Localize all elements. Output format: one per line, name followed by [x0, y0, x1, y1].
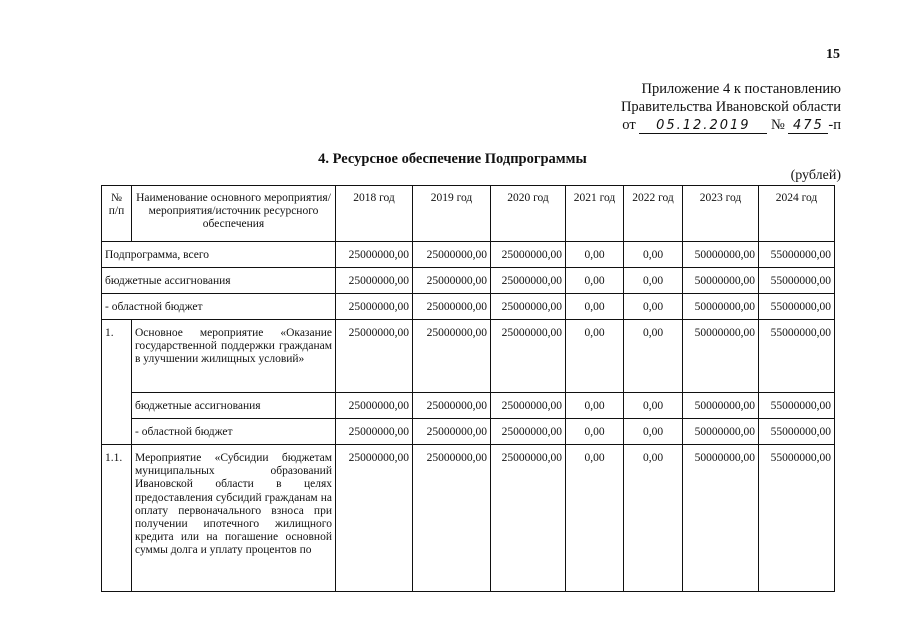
row-label: Основное мероприятие «Оказание государственной поддержки гражданам в улучшении жилищных условий»: [132, 320, 336, 393]
value-cell: 25000000,00: [491, 419, 566, 445]
header-cell: 2022 год: [624, 186, 683, 242]
header-cell: 2018 год: [336, 186, 413, 242]
value-cell: 25000000,00: [413, 419, 491, 445]
handwritten-date: 05.12.2019: [639, 119, 767, 134]
value-cell: 25000000,00: [413, 445, 491, 592]
value-cell: 55000000,00: [759, 320, 835, 393]
value-cell: 0,00: [624, 393, 683, 419]
from-prefix: от: [622, 117, 636, 133]
value-cell: 55000000,00: [759, 419, 835, 445]
row-label: Мероприятие «Субсидии бюджетам муниципальных образований Ивановской области в целях предоставления субсидий гражданам на оплату первоначального взноса при получении ипотечного жилищного кредита или на погашение основной суммы долга и уплату процентов по: [132, 445, 336, 592]
value-cell: 25000000,00: [336, 268, 413, 294]
row-label: бюджетные ассигнования: [102, 268, 336, 294]
table-row: [102, 393, 835, 419]
row-label: - областной бюджет: [132, 419, 336, 445]
table-row: [102, 242, 835, 268]
header-cell: 2023 год: [683, 186, 759, 242]
value-cell: 0,00: [566, 320, 624, 393]
value-cell: 0,00: [624, 445, 683, 592]
value-cell: 25000000,00: [413, 242, 491, 268]
value-cell: 50000000,00: [683, 445, 759, 592]
value-cell: 55000000,00: [759, 393, 835, 419]
currency-note: (рублей): [790, 168, 841, 183]
appendix-line-2: Правительства Ивановской области: [620, 99, 841, 115]
row-index: 1.: [102, 320, 132, 445]
section-title: 4. Ресурсное обеспечение Подпрограммы: [318, 151, 587, 167]
resource-table: [101, 185, 835, 592]
row-label: - областной бюджет: [102, 294, 336, 320]
value-cell: 0,00: [624, 242, 683, 268]
value-cell: 25000000,00: [491, 393, 566, 419]
value-cell: 50000000,00: [683, 393, 759, 419]
page-number: 15: [826, 47, 840, 62]
table-row: [102, 294, 835, 320]
value-cell: 25000000,00: [336, 294, 413, 320]
value-cell: 0,00: [566, 419, 624, 445]
header-cell: 2024 год: [759, 186, 835, 242]
header-cell: 2020 год: [491, 186, 566, 242]
header-cell: 2021 год: [566, 186, 624, 242]
value-cell: 25000000,00: [413, 268, 491, 294]
value-cell: 55000000,00: [759, 445, 835, 592]
header-cell: Наименование основного мероприятия/мероприятия/источник ресурсного обеспечения: [132, 186, 336, 242]
value-cell: 55000000,00: [759, 268, 835, 294]
value-cell: 25000000,00: [413, 320, 491, 393]
table-row: [102, 268, 835, 294]
value-cell: 50000000,00: [683, 242, 759, 268]
header-cell: 2019 год: [413, 186, 491, 242]
value-cell: 0,00: [624, 268, 683, 294]
value-cell: 50000000,00: [683, 268, 759, 294]
number-prefix: №: [770, 117, 785, 133]
value-cell: 25000000,00: [336, 242, 413, 268]
value-cell: 0,00: [624, 320, 683, 393]
value-cell: 25000000,00: [336, 445, 413, 592]
number-suffix: -п: [828, 117, 841, 133]
value-cell: 50000000,00: [683, 419, 759, 445]
value-cell: 25000000,00: [413, 393, 491, 419]
value-cell: 25000000,00: [413, 294, 491, 320]
value-cell: 55000000,00: [759, 294, 835, 320]
value-cell: 25000000,00: [491, 268, 566, 294]
appendix-line-1: Приложение 4 к постановлению: [641, 81, 841, 97]
value-cell: 25000000,00: [491, 320, 566, 393]
value-cell: 50000000,00: [683, 294, 759, 320]
row-index: 1.1.: [102, 445, 132, 592]
header-cell: № п/п: [102, 186, 132, 242]
value-cell: 25000000,00: [491, 445, 566, 592]
value-cell: 55000000,00: [759, 242, 835, 268]
value-cell: 25000000,00: [336, 419, 413, 445]
table-header-row: [102, 186, 835, 242]
value-cell: 25000000,00: [491, 242, 566, 268]
value-cell: 0,00: [624, 294, 683, 320]
value-cell: 25000000,00: [336, 320, 413, 393]
appendix-date-number-line: [621, 116, 841, 134]
value-cell: 25000000,00: [336, 393, 413, 419]
value-cell: 50000000,00: [683, 320, 759, 393]
value-cell: 0,00: [566, 445, 624, 592]
value-cell: 0,00: [566, 242, 624, 268]
table-row: [102, 320, 835, 393]
value-cell: 0,00: [566, 268, 624, 294]
row-label: Подпрограмма, всего: [102, 242, 336, 268]
handwritten-number: 475: [788, 119, 828, 134]
table-row: [102, 419, 835, 445]
table-row: [102, 445, 835, 592]
value-cell: 0,00: [624, 419, 683, 445]
appendix-block: [621, 80, 841, 134]
value-cell: 0,00: [566, 294, 624, 320]
value-cell: 0,00: [566, 393, 624, 419]
row-label: бюджетные ассигнования: [132, 393, 336, 419]
value-cell: 25000000,00: [491, 294, 566, 320]
